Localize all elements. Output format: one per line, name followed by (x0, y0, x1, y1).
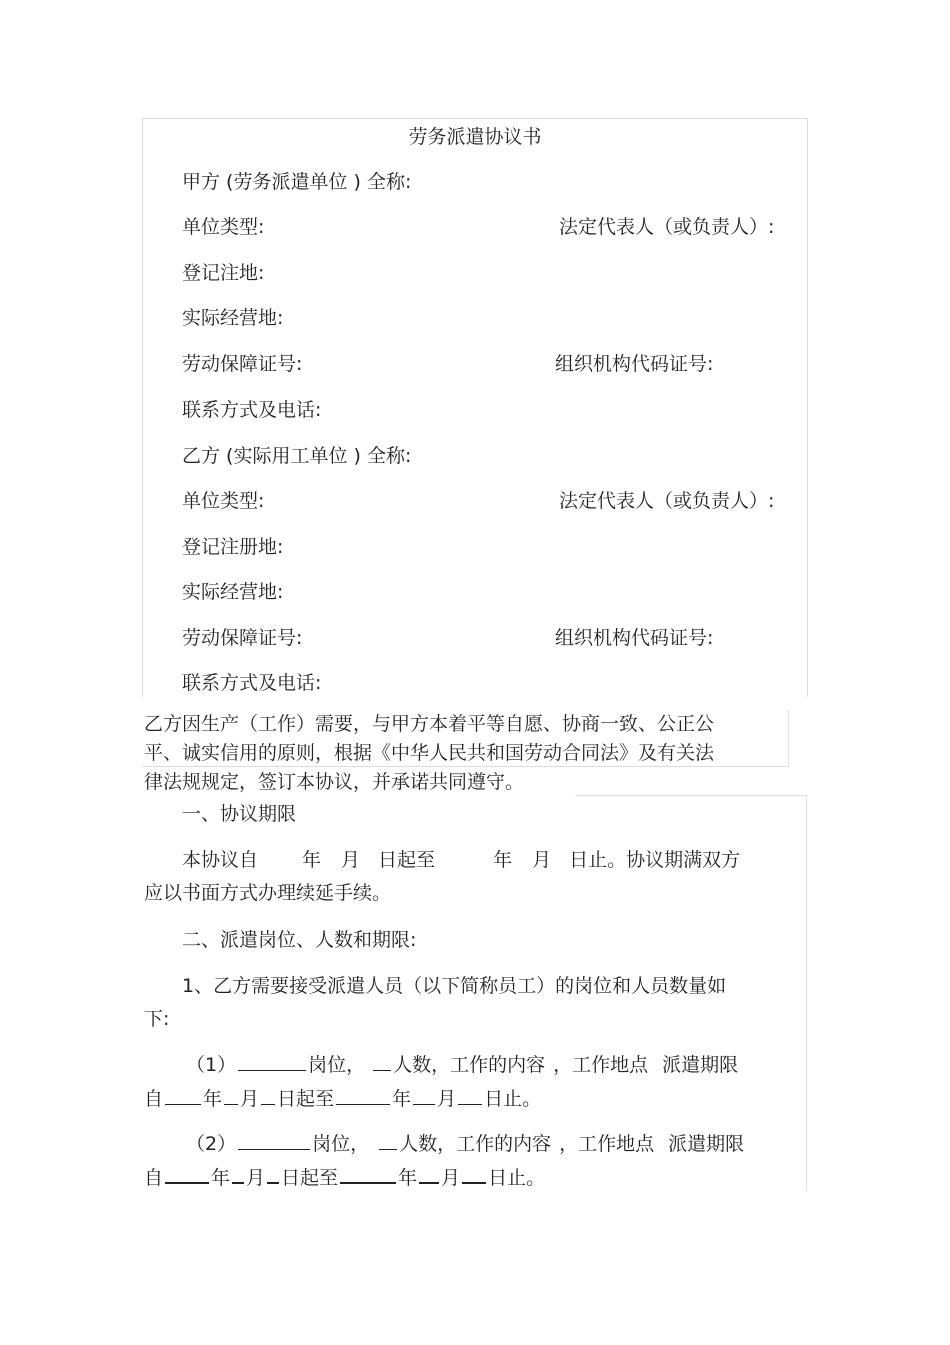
party-b-org-code: 组织机构代码证号: (555, 627, 714, 649)
post-row-1-num: （1） (186, 1054, 237, 1076)
post-blank (238, 1131, 310, 1150)
post-row-2-from: 自 (144, 1167, 164, 1189)
party-a-unit-type: 单位类型: (182, 216, 265, 238)
preamble-line-1: 乙方因生产（工作）需要，与甲方本着平等自愿、协商一致、公正公 (144, 713, 715, 735)
post-row-2-day-to: 日止。 (488, 1167, 546, 1189)
post-row-1-period: 派遣期限 (662, 1054, 739, 1076)
term-end-label: 日止。协议期满双方 (569, 849, 741, 871)
post-row-1-year: 年 (203, 1088, 223, 1110)
post-row-2-line-2 (144, 1164, 545, 1191)
post-row-1-day-from: 日起至 (277, 1088, 335, 1110)
party-b-full-name: 乙方 (实际用工单位 ) 全称: (182, 445, 412, 467)
post-row-2-year: 年 (211, 1167, 231, 1189)
post-row-2-count: 人数，工作的内容 (399, 1133, 552, 1155)
year-blank (165, 1164, 209, 1184)
party-a-contact: 联系方式及电话: (182, 399, 322, 421)
post-row-2-num: （2） (186, 1133, 237, 1155)
term-year-2: 年 (493, 849, 513, 871)
post-row-2-year-2: 年 (398, 1167, 418, 1189)
term-month-1: 月 (341, 849, 361, 871)
party-b-labor-cert: 劳动保障证号: (182, 627, 303, 649)
term-line-2: 应以书面方式办理续延手续。 (144, 882, 392, 904)
post-row-1-comma: ， (553, 1054, 573, 1076)
day-blank (462, 1164, 486, 1184)
month-blank (419, 1164, 439, 1184)
party-b-actual-addr: 实际经营地: (182, 581, 284, 603)
post-row-1-place: 工作地点 (572, 1054, 649, 1076)
party-b-unit-type: 单位类型: (182, 490, 265, 512)
document-title: 劳务派遣协议书 (408, 126, 542, 148)
post-row-2-comma: ， (559, 1133, 579, 1155)
post-row-1-year-2: 年 (392, 1088, 412, 1110)
party-a-labor-cert: 劳动保障证号: (182, 353, 303, 375)
section-2-heading: 二、派遣岗位、人数和期限: (182, 929, 417, 951)
item-1-line-2: 下: (144, 1008, 170, 1030)
year-blank (336, 1086, 390, 1105)
party-a-actual-addr: 实际经营地: (182, 307, 284, 329)
party-a-reg-addr: 登记注地: (182, 262, 265, 284)
post-row-1-month-2: 月 (437, 1088, 457, 1110)
post-row-2-month: 月 (246, 1167, 266, 1189)
year-blank (340, 1164, 396, 1184)
month-blank (413, 1086, 435, 1105)
party-a-full-name: 甲方 (劳务派遣单位 ) 全称: (182, 171, 412, 193)
day-blank (261, 1086, 275, 1105)
count-blank (379, 1131, 397, 1150)
post-row-2-month-2: 月 (441, 1167, 461, 1189)
party-b-reg-addr: 登记注册地: (182, 536, 284, 558)
post-row-1-line-1 (186, 1052, 738, 1078)
post-row-1-count: 人数，工作的内容 (393, 1054, 546, 1076)
term-day-to-label: 日起至 (378, 849, 436, 871)
post-row-2-post: 岗位， (312, 1133, 370, 1155)
post-row-2-period: 派遣期限 (668, 1133, 745, 1155)
term-year-1: 年 (302, 849, 322, 871)
month-blank (232, 1164, 244, 1184)
post-row-2-line-1 (186, 1131, 744, 1157)
term-from-label: 本协议自 (182, 849, 259, 871)
term-month-2: 月 (532, 849, 552, 871)
month-blank (224, 1086, 238, 1105)
post-row-2-day-from: 日起至 (281, 1167, 339, 1189)
post-row-1-month: 月 (240, 1088, 260, 1110)
post-row-1-line-2 (144, 1086, 541, 1112)
post-row-1-day-to: 日止。 (484, 1088, 542, 1110)
party-a-legal-rep: 法定代表人（或负责人）: (559, 216, 775, 238)
item-1-line-1: 1、乙方需要接受派遣人员（以下简称员工）的岗位和人员数量如 (182, 975, 727, 997)
section-1-heading: 一、协议期限 (182, 803, 297, 825)
day-blank (458, 1086, 482, 1105)
party-a-org-code: 组织机构代码证号: (555, 353, 714, 375)
post-row-1-from: 自 (144, 1088, 164, 1110)
preamble-line-3: 律法规规定，签订本协议，并承诺共同遵守。 (144, 771, 525, 793)
day-blank (267, 1164, 279, 1184)
party-b-legal-rep: 法定代表人（或负责人）: (559, 490, 775, 512)
post-row-1-post: 岗位， (308, 1054, 366, 1076)
post-row-2-place: 工作地点 (578, 1133, 655, 1155)
count-blank (373, 1052, 391, 1071)
preamble-line-2: 平、诚实信用的原则，根据《中华人民共和国劳动合同法》及有关法 (144, 742, 715, 764)
year-blank (165, 1086, 201, 1105)
party-b-contact: 联系方式及电话: (182, 672, 322, 694)
post-blank (238, 1052, 306, 1071)
term-line-1 (182, 847, 740, 873)
